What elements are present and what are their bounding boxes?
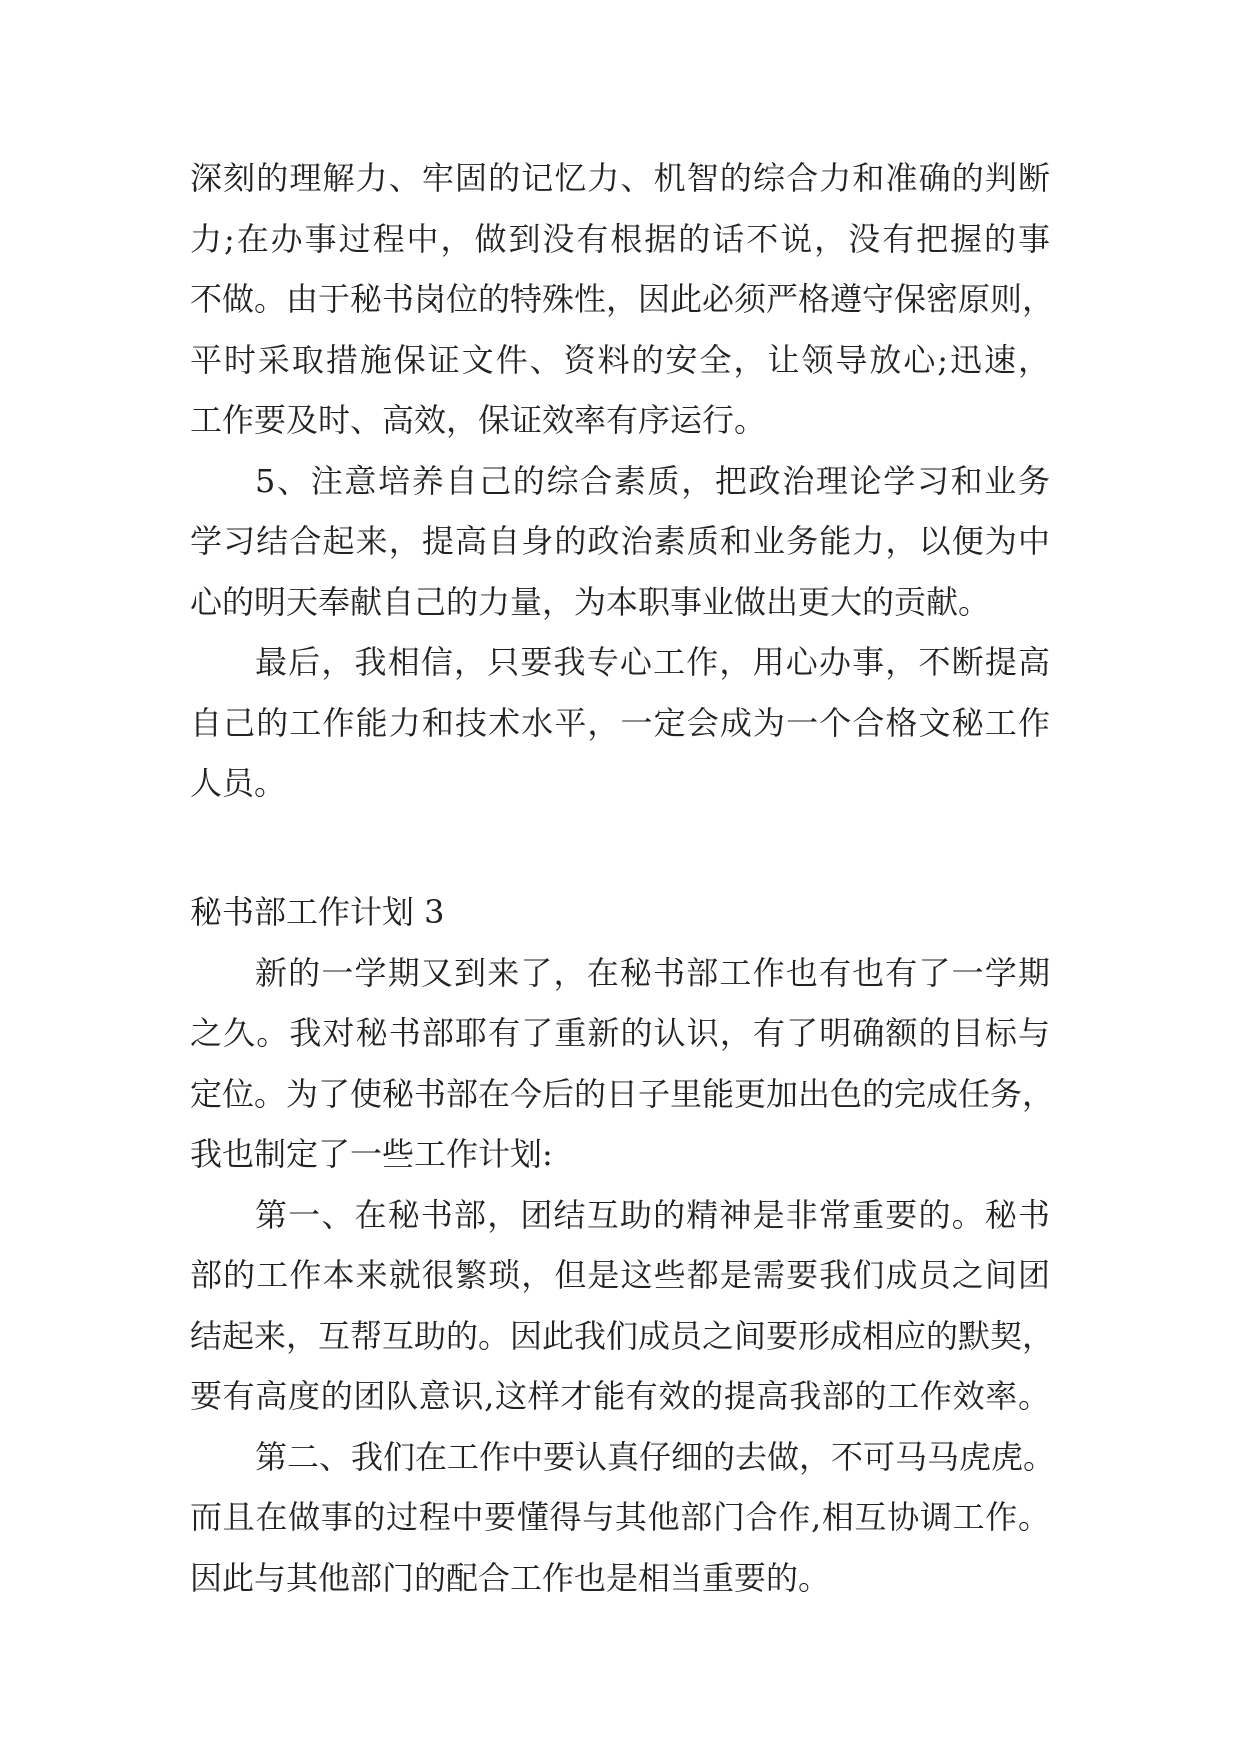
document-page bbox=[190, 148, 1056, 1608]
paragraph-5-line: 学习结合起来，提高自身的政治素质和业务能力，以便为中 bbox=[190, 522, 1050, 560]
point-1-line: 第一、在秘书部，团结互助的精神是非常重要的。秘书 bbox=[255, 1195, 1050, 1234]
point-1-line: 结起来，互帮互助的。因此我们成员之间要形成相应的默契， bbox=[190, 1316, 1055, 1355]
intro-line: 定位。为了使秘书部在今后的日子里能更加出色的完成任务， bbox=[190, 1074, 1055, 1113]
section-title: 秘书部工作计划 3 bbox=[190, 892, 445, 931]
point-1-line: 要有高度的团队意识,这样才能有效的提高我部的工作效率。 bbox=[190, 1377, 1050, 1415]
closing-line: 自己的工作能力和技术水平，一定会成为一个合格文秘工作 bbox=[190, 703, 1050, 742]
body-line: 力;在办事过程中，做到没有根据的话不说，没有把握的事 bbox=[190, 219, 1050, 258]
closing-line: 人员。 bbox=[190, 764, 287, 802]
body-line: 平时采取措施保证文件、资料的安全，让领导放心;迅速， bbox=[190, 340, 1050, 379]
section-spacer bbox=[190, 814, 1050, 881]
body-line: 不做。由于秘书岗位的特殊性，因此必须严格遵守保密原则， bbox=[190, 280, 1055, 318]
point-1-line: 部的工作本来就很繁琐，但是这些都是需要我们成员之间团 bbox=[190, 1256, 1050, 1294]
point-2-line: 而且在做事的过程中要懂得与其他部门合作,相互协调工作。 bbox=[190, 1498, 1050, 1536]
point-2-line: 第二、我们在工作中要认真仔细的去做，不可马马虎虎。 bbox=[255, 1437, 1056, 1476]
body-line: 深刻的理解力、牢固的记忆力、机智的综合力和准确的判断 bbox=[190, 159, 1050, 197]
intro-line: 之久。我对秘书部耶有了重新的认识，有了明确额的目标与 bbox=[190, 1014, 1050, 1052]
body-line: 工作要及时、高效，保证效率有序运行。 bbox=[190, 401, 767, 439]
point-2-line: 因此与其他部门的配合工作也是相当重要的。 bbox=[190, 1558, 831, 1597]
paragraph-5-line: 心的明天奉献自己的力量，为本职事业做出更大的贡献。 bbox=[190, 582, 991, 621]
paragraph-5-line: 5、注意培养自己的综合素质，把政治理论学习和业务 bbox=[255, 461, 1050, 500]
closing-line: 最后，我相信，只要我专心工作，用心办事，不断提高 bbox=[255, 643, 1050, 681]
intro-line: 我也制定了一些工作计划: bbox=[190, 1135, 553, 1173]
intro-line: 新的一学期又到来了，在秘书部工作也有也有了一学期 bbox=[255, 953, 1050, 992]
